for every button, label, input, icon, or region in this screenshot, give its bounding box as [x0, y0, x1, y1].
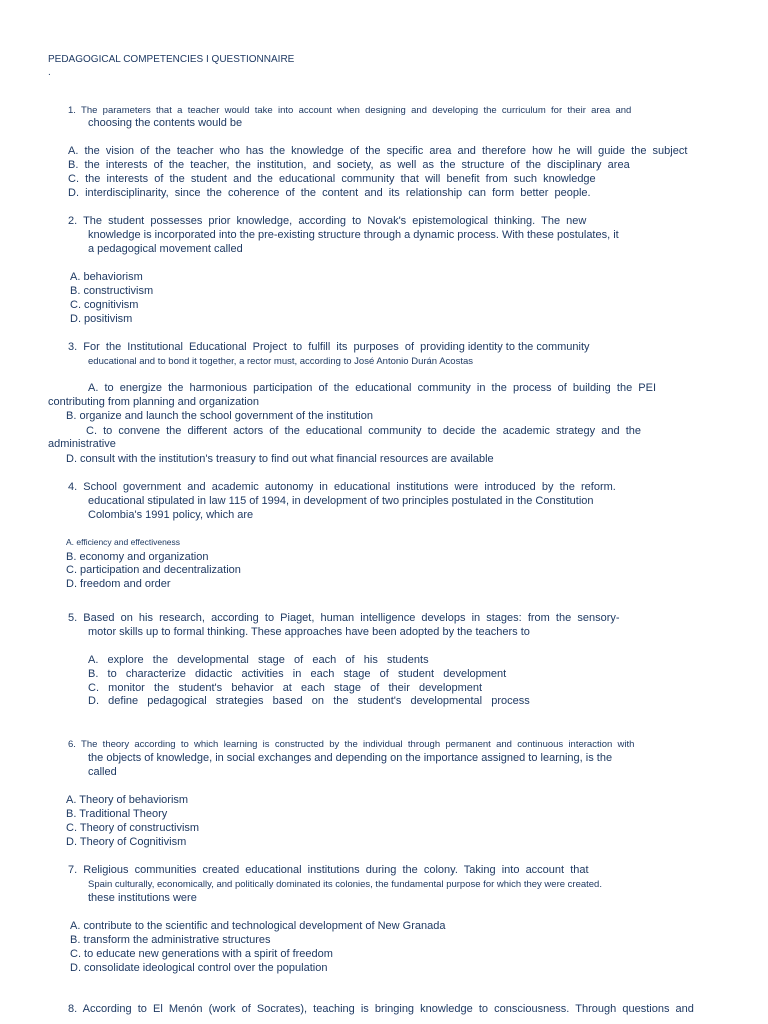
question-6-option-d: D. Theory of Cognitivism [66, 836, 187, 848]
question-1-option-c: C. the interests of the student and the educational community that will benefit from such knowledge [68, 173, 596, 185]
question-6-stem-line-1: 6. The theory according to which learning is constructed by the individual through permanent and continuous interaction with [68, 739, 635, 750]
title-dot: . [48, 67, 51, 78]
question-7-option-b: B. transform the administrative structures [70, 934, 271, 946]
question-2-option-a: A. behaviorism [70, 271, 143, 283]
question-1-option-d: D. interdisciplinarity, since the coherence of the content and its relationship can form better people. [68, 187, 591, 199]
question-2-option-b: B. constructivism [70, 285, 154, 297]
question-4-stem-line-3: Colombia's 1991 policy, which are [88, 509, 254, 521]
question-2-stem-line-2: knowledge is incorporated into the pre-existing structure through a dynamic process. With these postulates, it [88, 229, 619, 241]
question-5-stem-line-1: 5. Based on his research, according to Piaget, human intelligence develops in stages: from the sensory- [68, 612, 620, 624]
question-7-option-a: A. contribute to the scientific and technological development of New Granada [70, 920, 446, 932]
question-4-option-b: B. economy and organization [66, 551, 209, 563]
question-3-option-a-line-2: contributing from planning and organization [48, 396, 259, 408]
question-3-stem-line-2: educational and to bond it together, a rector must, according to José Antonio Durán Acostas [88, 356, 473, 367]
question-5-option-c: C. monitor the student's behavior at each stage of their development [88, 682, 483, 694]
question-7-option-d: D. consolidate ideological control over the population [70, 962, 328, 974]
question-1-option-b: B. the interests of the teacher, the institution, and society, as well as the structure of the disciplinary area [68, 159, 630, 171]
question-2-option-c: C. cognitivism [70, 299, 139, 311]
question-2-stem-line-3: a pedagogical movement called [88, 243, 243, 255]
question-7-stem-line-2: Spain culturally, economically, and politically dominated its colonies, the fundamental purpose for which they were created. [88, 879, 602, 890]
page-title: PEDAGOGICAL COMPETENCIES I QUESTIONNAIRE [48, 54, 295, 65]
question-6-option-b: B. Traditional Theory [66, 808, 168, 820]
question-4-option-d: D. freedom and order [66, 578, 171, 590]
question-3-option-d: D. consult with the institution's treasury to find out what financial resources are available [66, 453, 494, 465]
question-7-stem-line-1: 7. Religious communities created educational institutions during the colony. Taking into account that [68, 864, 589, 876]
question-4-stem-line-1: 4. School government and academic autonomy in educational institutions were introduced by the reform. [68, 481, 616, 493]
question-5-option-b: B. to characterize didactic activities in each stage of student development [88, 668, 507, 680]
question-3-stem-line-1: 3. For the Institutional Educational Project to fulfill its purposes of providing identity to the community [68, 341, 590, 353]
question-7-stem-line-3: these institutions were [88, 892, 197, 904]
question-3-option-c-line-2: administrative [48, 438, 116, 450]
question-2-option-d: D. positivism [70, 313, 133, 325]
question-3-option-a-line-1: A. to energize the harmonious participation of the educational community in the process of building the PEI [88, 382, 657, 394]
question-6-option-a: A. Theory of behaviorism [66, 794, 189, 806]
question-3-option-c-line-1: C. to convene the different actors of the educational community to decide the academic strategy and the [86, 425, 641, 437]
question-6-stem-line-2: the objects of knowledge, in social exchanges and depending on the importance assigned to learning, is the [88, 752, 613, 764]
question-6-stem-line-3: called [88, 766, 117, 778]
question-8-stem-line-1: 8. According to El Menón (work of Socrates), teaching is bringing knowledge to consciousness. Through questions and [68, 1003, 694, 1015]
question-5-option-d: D. define pedagogical strategies based on the student's developmental process [88, 695, 530, 707]
question-1-option-a: A. the vision of the teacher who has the knowledge of the specific area and therefore how he will guide the subject [68, 145, 688, 157]
question-4-stem-line-2: educational stipulated in law 115 of 1994, in development of two principles postulated in the Constitution [88, 495, 594, 507]
question-7-option-c: C. to educate new generations with a spirit of freedom [70, 948, 333, 960]
question-1-stem-line-1: 1. The parameters that a teacher would take into account when designing and developing the curriculum for their area and [68, 105, 632, 116]
question-1-stem-line-2: choosing the contents would be [88, 117, 243, 129]
question-5-option-a: A. explore the developmental stage of each of his students [88, 654, 429, 666]
question-2-stem-line-1: 2. The student possesses prior knowledge, according to Novak's epistemological thinking. The new [68, 215, 587, 227]
question-4-option-c: C. participation and decentralization [66, 564, 241, 576]
question-6-option-c: C. Theory of constructivism [66, 822, 200, 834]
question-4-option-a: A. efficiency and effectiveness [66, 537, 181, 547]
question-5-stem-line-2: motor skills up to formal thinking. These approaches have been adopted by the teachers to [88, 626, 530, 638]
question-3-option-b: B. organize and launch the school government of the institution [66, 410, 373, 422]
